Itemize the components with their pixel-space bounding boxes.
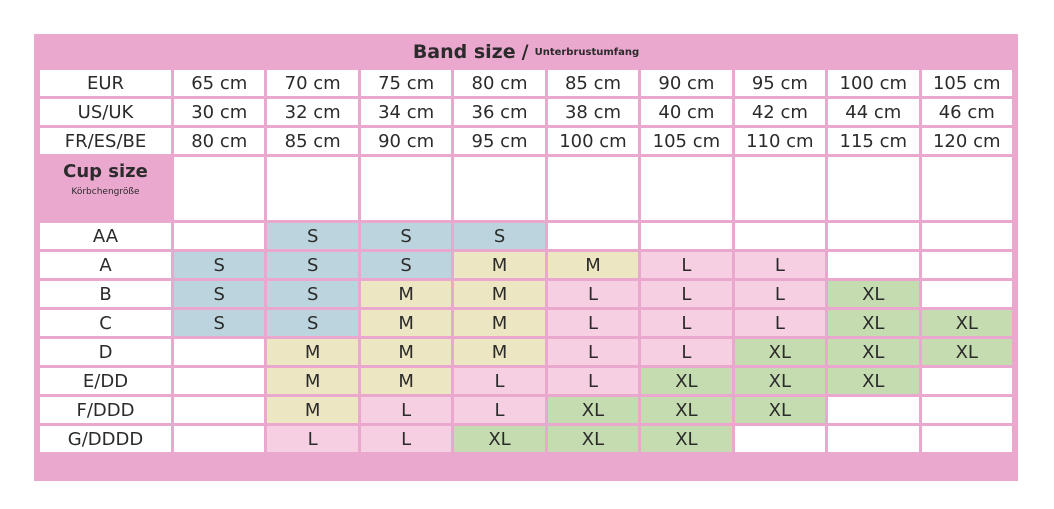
empty-cell — [827, 156, 920, 222]
empty-cell — [173, 367, 266, 396]
size-cell: L — [546, 309, 639, 338]
band-row-label: EUR — [39, 69, 173, 98]
size-cell: S — [266, 251, 359, 280]
cup-row — [39, 367, 1014, 396]
size-cell: XL — [827, 309, 920, 338]
cup-row-label: A — [39, 251, 173, 280]
band-cell: 44 cm — [827, 98, 920, 127]
band-cell: 65 cm — [173, 69, 266, 98]
empty-cell — [266, 156, 359, 222]
size-cell: XL — [640, 425, 733, 454]
band-cell: 90 cm — [640, 69, 733, 98]
cup-row — [39, 396, 1014, 425]
cup-size-subtitle: Körbchengröße — [71, 187, 140, 197]
empty-cell — [827, 222, 920, 251]
empty-cell — [920, 396, 1014, 425]
empty-cell — [640, 222, 733, 251]
size-cell: S — [266, 222, 359, 251]
cup-row-label: B — [39, 280, 173, 309]
size-cell: XL — [546, 396, 639, 425]
size-cell: M — [453, 309, 546, 338]
size-cell: M — [453, 338, 546, 367]
cup-row — [39, 309, 1014, 338]
size-chart — [34, 34, 1018, 481]
size-cell: L — [640, 280, 733, 309]
empty-cell — [173, 338, 266, 367]
size-cell: S — [359, 251, 452, 280]
cup-row-label: D — [39, 338, 173, 367]
size-cell: S — [173, 309, 266, 338]
cup-row-label: C — [39, 309, 173, 338]
size-cell: M — [359, 309, 452, 338]
band-cell: 38 cm — [546, 98, 639, 127]
empty-cell — [173, 156, 266, 222]
band-cell: 42 cm — [733, 98, 826, 127]
size-cell: L — [640, 309, 733, 338]
empty-cell — [546, 156, 639, 222]
size-cell: L — [733, 251, 826, 280]
size-cell: M — [266, 396, 359, 425]
band-cell: 30 cm — [173, 98, 266, 127]
band-cell: 120 cm — [920, 127, 1014, 156]
size-cell: M — [359, 338, 452, 367]
band-cell: 100 cm — [546, 127, 639, 156]
size-cell: XL — [733, 367, 826, 396]
band-cell: 80 cm — [453, 69, 546, 98]
empty-cell — [640, 156, 733, 222]
size-cell: L — [640, 338, 733, 367]
empty-cell — [733, 425, 826, 454]
empty-cell — [453, 156, 546, 222]
band-row — [39, 127, 1014, 156]
empty-cell — [920, 367, 1014, 396]
size-cell: XL — [827, 338, 920, 367]
cup-row — [39, 425, 1014, 454]
empty-cell — [173, 222, 266, 251]
cup-header-row — [39, 156, 1014, 222]
cup-row — [39, 338, 1014, 367]
size-cell: XL — [920, 309, 1014, 338]
band-cell: 36 cm — [453, 98, 546, 127]
size-cell: XL — [640, 396, 733, 425]
size-cell: L — [546, 367, 639, 396]
band-cell: 85 cm — [266, 127, 359, 156]
size-cell: L — [453, 396, 546, 425]
size-cell: M — [266, 367, 359, 396]
size-cell: L — [546, 280, 639, 309]
size-cell: L — [733, 280, 826, 309]
band-cell: 32 cm — [266, 98, 359, 127]
cup-row-label: G/DDDD — [39, 425, 173, 454]
size-cell: L — [453, 367, 546, 396]
empty-cell — [827, 425, 920, 454]
band-cell: 46 cm — [920, 98, 1014, 127]
band-cell: 100 cm — [827, 69, 920, 98]
empty-cell — [920, 280, 1014, 309]
band-cell: 34 cm — [359, 98, 452, 127]
cup-row-label: AA — [39, 222, 173, 251]
size-cell: XL — [920, 338, 1014, 367]
band-row — [39, 69, 1014, 98]
band-cell: 85 cm — [546, 69, 639, 98]
empty-cell — [359, 156, 452, 222]
empty-cell — [920, 425, 1014, 454]
title-main: Band size — [412, 41, 516, 63]
empty-cell — [920, 251, 1014, 280]
size-cell: M — [359, 280, 452, 309]
size-cell: S — [173, 251, 266, 280]
band-row — [39, 98, 1014, 127]
empty-cell — [920, 222, 1014, 251]
empty-cell — [173, 425, 266, 454]
size-cell: XL — [453, 425, 546, 454]
band-cell: 70 cm — [266, 69, 359, 98]
band-cell: 105 cm — [920, 69, 1014, 98]
size-cell: M — [453, 280, 546, 309]
band-row-label: US/UK — [39, 98, 173, 127]
size-cell: L — [266, 425, 359, 454]
empty-cell — [733, 222, 826, 251]
size-cell: S — [266, 309, 359, 338]
size-cell: XL — [733, 338, 826, 367]
size-cell: L — [733, 309, 826, 338]
size-cell: XL — [827, 367, 920, 396]
cup-row-label: E/DD — [39, 367, 173, 396]
size-cell: L — [359, 425, 452, 454]
band-row-label: FR/ES/BE — [39, 127, 173, 156]
band-cell: 90 cm — [359, 127, 452, 156]
title-separator: / — [521, 41, 529, 63]
size-cell: XL — [546, 425, 639, 454]
size-cell: M — [453, 251, 546, 280]
size-cell: XL — [827, 280, 920, 309]
size-cell: L — [546, 338, 639, 367]
title-bar — [37, 37, 1015, 67]
cup-row — [39, 251, 1014, 280]
size-table-body — [39, 69, 1014, 454]
band-cell: 95 cm — [733, 69, 826, 98]
empty-cell — [546, 222, 639, 251]
size-cell: XL — [733, 396, 826, 425]
title-sub: Unterbrustumfang — [534, 46, 640, 58]
band-cell: 105 cm — [640, 127, 733, 156]
size-cell: L — [640, 251, 733, 280]
empty-cell — [733, 156, 826, 222]
size-cell: S — [266, 280, 359, 309]
band-cell: 40 cm — [640, 98, 733, 127]
band-cell: 115 cm — [827, 127, 920, 156]
size-cell: M — [266, 338, 359, 367]
empty-cell — [827, 251, 920, 280]
size-cell: S — [173, 280, 266, 309]
cup-row-label: F/DDD — [39, 396, 173, 425]
size-cell: L — [359, 396, 452, 425]
size-cell: XL — [640, 367, 733, 396]
band-cell: 80 cm — [173, 127, 266, 156]
band-cell: 95 cm — [453, 127, 546, 156]
empty-cell — [173, 396, 266, 425]
empty-cell — [920, 156, 1014, 222]
size-cell: M — [359, 367, 452, 396]
cup-row — [39, 222, 1014, 251]
cup-row — [39, 280, 1014, 309]
band-cell: 110 cm — [733, 127, 826, 156]
size-cell: S — [359, 222, 452, 251]
size-cell: M — [546, 251, 639, 280]
size-table — [37, 67, 1015, 455]
band-cell: 75 cm — [359, 69, 452, 98]
size-cell: S — [453, 222, 546, 251]
cup-size-title: Cup size — [63, 161, 148, 182]
empty-cell — [827, 396, 920, 425]
cup-size-header — [39, 156, 173, 222]
